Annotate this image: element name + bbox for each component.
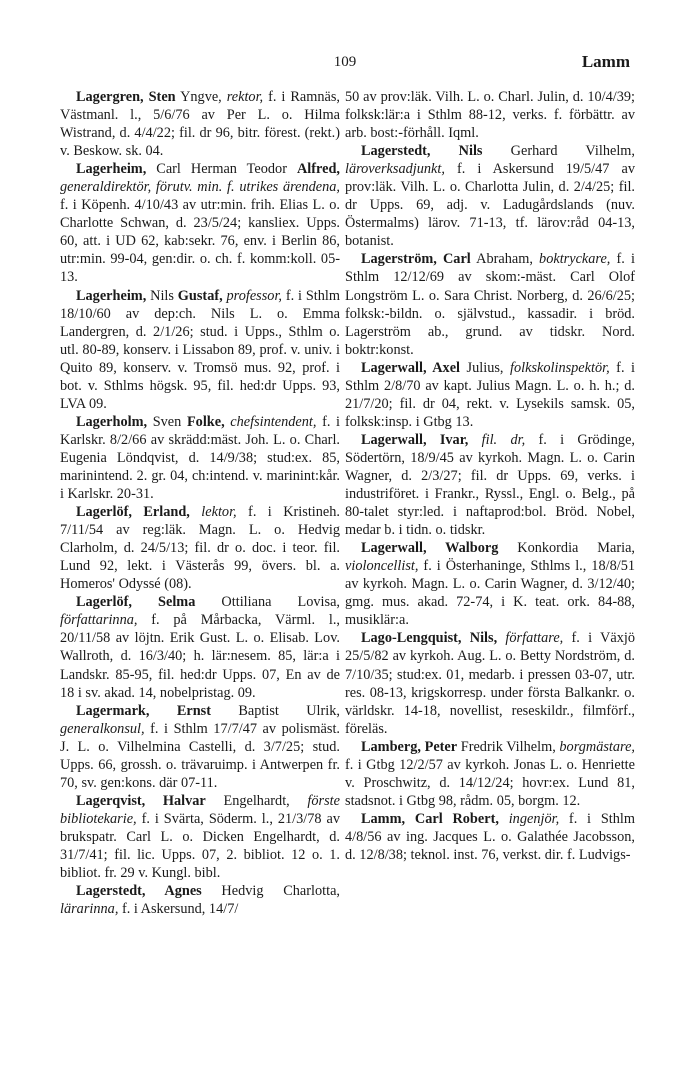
entry-given-names xyxy=(468,432,481,448)
entry-title: läroverksadjunkt, xyxy=(345,161,445,178)
entry-continuation: 50 av prov:läk. Vilh. L. o. Charl. Julin, d. 10/4/39; folksk:lär:a i Sthlm 88-12, verks. f. förbättr. av arb. bost:-förhåll. Iqml. xyxy=(345,89,635,142)
entry-name: Lagerwall, Ivar, xyxy=(361,431,469,448)
entry-title: chefsintendent, xyxy=(224,413,317,430)
page-number: 109 xyxy=(333,54,357,70)
entry-name: Lagerheim, xyxy=(76,287,147,304)
biography-entry xyxy=(345,359,635,431)
entry-called-name: Folke, xyxy=(186,413,225,430)
entry-title: professor, xyxy=(222,287,283,304)
biography-entry xyxy=(60,503,340,593)
entry-name: Lagermark, Ernst xyxy=(76,702,211,719)
biography-entry xyxy=(60,287,340,413)
entry-text: f. i Sthlm 17/7/47 av polismäst. J. L. o. Vilhelmina Castelli, d. 3/7/25; stud. Upps. 66, grossh. o. trävaruimp. i Antwerpen fr. 70, sv. gen:kons. där 07-11. xyxy=(60,720,340,791)
left-column xyxy=(60,88,340,918)
entry-name: Lagerwall, Walborg xyxy=(361,540,499,557)
biography-entry xyxy=(345,431,635,539)
entry-called-name: Gustaf, xyxy=(177,287,223,304)
page-header xyxy=(60,52,630,82)
entry-title: fil. dr, xyxy=(481,431,526,448)
entry-text: f. i Köpenh. 4/10/43 av utr:min. frih. Elias L. o. Charlotte Schwan, d. 23/5/24; kansliex. Upps. 60, att. i UD 62, kab:sekr. 76, env. i Berlin 86, utr:min. 99-04, gen:dir. o. ch. f. komm:koll. 05-13. xyxy=(60,197,340,286)
entry-given-names: Fredrik Vilhelm, xyxy=(457,738,560,755)
entry-title: författare, xyxy=(505,630,564,647)
biography-entry xyxy=(345,629,635,737)
entry-text: f. i Askersund, 14/7/ xyxy=(118,901,239,918)
entry-text: f. i Sthlm 2/8/70 av kapt. Julius Magn. L. o. h. h.; d. 21/7/20; fil. dr 04, rekt. v. Lysekils samsk. 05, folksk:insp. i Gtbg 13. xyxy=(345,359,635,430)
entry-given-names: Gerhard Vilhelm, xyxy=(482,143,636,160)
biography-entry xyxy=(60,413,340,503)
entry-text: f. i Sthlm 4/8/56 av ing. Jacques L. o. Galathée Jacobsson, d. 12/8/38; teknol. inst. 76, verkst. dir. f. Ludvigs- xyxy=(345,810,635,863)
biography-entry xyxy=(345,539,635,629)
entry-name: Lagergren, Sten xyxy=(76,89,176,105)
entry-name: Lagerqvist, Halvar xyxy=(76,792,206,809)
entry-given-names: Hedvig Charlotta, xyxy=(201,883,340,900)
biography-entry xyxy=(60,88,340,160)
biography-entry xyxy=(60,882,340,918)
entry-called-name: Alfred, xyxy=(296,161,340,178)
entry-title: violoncellist, xyxy=(345,558,419,575)
entry-given-names xyxy=(499,811,509,827)
entry-text: f. i Österhaninge, Sthlms l., 18/8/51 av kyrkoh. Magn. L. o. Carin Wagner, d. 3/12/40; gmg. mus. akad. 72-74, i K. teat. ork. 84-88, musiklär:a. xyxy=(345,558,635,629)
entry-name: Lagerström, Carl xyxy=(361,251,471,268)
biography-entry xyxy=(60,160,340,286)
entry-given-names: Sven xyxy=(147,413,187,430)
biography-entry xyxy=(60,792,340,882)
entry-given-names xyxy=(190,504,201,520)
entry-text: f. i Grödinge, Södertörn, 18/9/45 av kyrkoh. Magn. L. o. Carin Wagner, d. 2/3/27; fil. dr Upps. 69, verks. i industriföret. i Frankr., Ryssl., Engl. o. Belg., på 80-talet styr:led. i naftaprod:bol. Bröd. Nobel, medar b. i tidn. o. tidskr. xyxy=(345,431,635,539)
entry-text: f. i Sthlm 12/12/69 av skom:-mäst. Carl Olof Longström L. o. Sara Christ. Norberg, d. 26/6/25; folksk:-bildn. o. självstud., kassadir. i bröd. Lagerström ab., grund. av tidskr. Nord. boktr:konst. xyxy=(345,251,635,358)
entry-name: Lagerheim, xyxy=(76,161,147,178)
entry-name: Lagerwall, Axel xyxy=(361,359,461,376)
entry-title: folkskolinspektör, xyxy=(510,359,610,376)
entry-given-names: Nils xyxy=(146,287,178,304)
entry-given-names: Engelhardt, xyxy=(205,792,308,809)
entry-title: borgmästare, xyxy=(559,738,635,755)
entry-name: Lago-Lengquist, Nils, xyxy=(361,630,498,647)
biography-entry xyxy=(345,250,635,358)
entry-given-names: Abraham, xyxy=(470,251,540,268)
entry-title: generalkonsul, xyxy=(60,720,145,737)
entry-given-names: Julius, xyxy=(460,359,510,376)
entry-title: ingenjör, xyxy=(508,810,560,827)
biography-entry xyxy=(60,593,340,701)
entry-title: lärarinna, xyxy=(60,901,119,918)
entry-title: författarinna, xyxy=(60,612,138,629)
biography-entry xyxy=(345,738,635,810)
entry-given-names: Baptist Ulrik, xyxy=(210,702,340,719)
entry-text: f. i Svärta, Söderm. l., 21/3/78 av brukspatr. Carl L. o. Dicken Engelhardt, d. 31/7/41; fil. lic. Upps. 07, 2. bibliot. 12 o. 1. bibliot. fr. 29 v. Kungl. bibl. xyxy=(60,810,340,882)
running-head: Lamm xyxy=(581,52,630,71)
entry-name: Lagerlöf, Erland, xyxy=(76,504,190,521)
entry-name: Lagerlöf, Selma xyxy=(76,594,196,611)
biography-entry xyxy=(60,702,340,792)
entry-name: Lagerstedt, Nils xyxy=(361,143,483,160)
entry-given-names: Konkordia Maria, xyxy=(498,540,635,557)
entry-text: f. i Ramnäs, Västmanl. l., 5/6/76 av Per L. o. Hilma Wistrand, d. 4/4/22; fil. dr 96, bitr. förest. (rekt.) v. Beskow. sk. 04. xyxy=(60,89,341,160)
entry-given-names: Carl Herman Teodor xyxy=(146,161,297,178)
entry-title: boktryckare, xyxy=(539,251,611,268)
entry-text: f. i Kristineh. 7/11/54 av reg:läk. Magn. L. o. Hedvig Clarholm, d. 24/5/13; fil. dr o. doc. i teor. fil. Lund 92, lekt. i Västerås 99, övers. bl. a. Homeros' Odyssé (08). xyxy=(60,504,340,593)
entry-name: Lamm, Carl Robert, xyxy=(361,810,499,827)
entry-text: f. i Gtbg 12/2/57 av kyrkoh. Jonas L. o. Henriette v. Proschwitz, d. 14/12/24; hovr:ex. Lund 81, stadsnot. i Gtbg 98, rådm. 05, borgm. 12. xyxy=(345,756,635,809)
entry-text: f. i Karlskr. 8/2/66 av skrädd:mäst. Joh. L. o. Charl. Eugenia Löndqvist, d. 14/9/38; stud:ex. 85, marinintend. 2. gr. 04, ch:intend. v. marinint:kår. i Karlskr. 20-31. xyxy=(60,413,340,503)
entry-name: Lagerholm, xyxy=(76,413,148,430)
entry-given-names: Yngve, xyxy=(175,89,227,105)
entry-text: f. i Askersund 19/5/47 av prov:läk. Vilh. L. o. Charlotta Julin, d. 2/4/25; fil. dr Upps. 69, adj. v. Ladugårdslands (nuv. Östermalms) lärov. 71-13, tf. lärov:råd 04-13, botanist. xyxy=(345,161,635,250)
entry-title: lektor, xyxy=(201,504,237,521)
biography-entry xyxy=(345,810,635,864)
right-column xyxy=(345,88,635,864)
entry-name: Lagerstedt, Agnes xyxy=(76,883,202,900)
biography-entry xyxy=(345,142,635,250)
entry-text: f. i Sthlm 18/10/60 av dep:ch. Nils L. o. Emma Landergren, d. 2/1/26; stud. i Upps., Sthlm o. utl. 80-89, konserv. i Lissabon 89, prof. v. univ. i Quito 89, konserv. v. Tromsö mus. 92, prof. i bot. v. Sthlms högsk. 95, fil. hed:dr Upps. 93, LVA 09. xyxy=(60,287,340,412)
entry-title: rektor, xyxy=(226,89,264,105)
entry-text: f. på Mårbacka, Värml. l., 20/11/58 av löjtn. Erik Gust. L. o. Elisab. Lov. Wallroth, d. 16/3/40; h. lär:nesem. 85, lär:a i Landskr. 85-95, fil. hed:dr Upps. 07, En av de 18 i sv. akad. 14, nobelpristag. 09. xyxy=(60,612,340,701)
biography-entry xyxy=(345,88,635,142)
entry-title: förste bibliotekarie, xyxy=(60,792,340,827)
entry-name: Lamberg, Peter xyxy=(361,738,458,755)
entry-text: f. i Växjö 25/5/82 av kyrkoh. Aug. L. o. Betty Nordström, d. 7/10/35; stud:ex. 01, medarb. i pressen 03-07, utr. res. 08-13, krigskorresp. under första Balkankr. o. världskr. 14-18, novellist, reseskildr., filmförf., föreläs. xyxy=(345,630,635,737)
entry-given-names: Ottiliana Lovisa, xyxy=(195,594,340,611)
entry-title: generaldirektör, förutv. min. f. utrikes ärendena, xyxy=(60,179,340,196)
